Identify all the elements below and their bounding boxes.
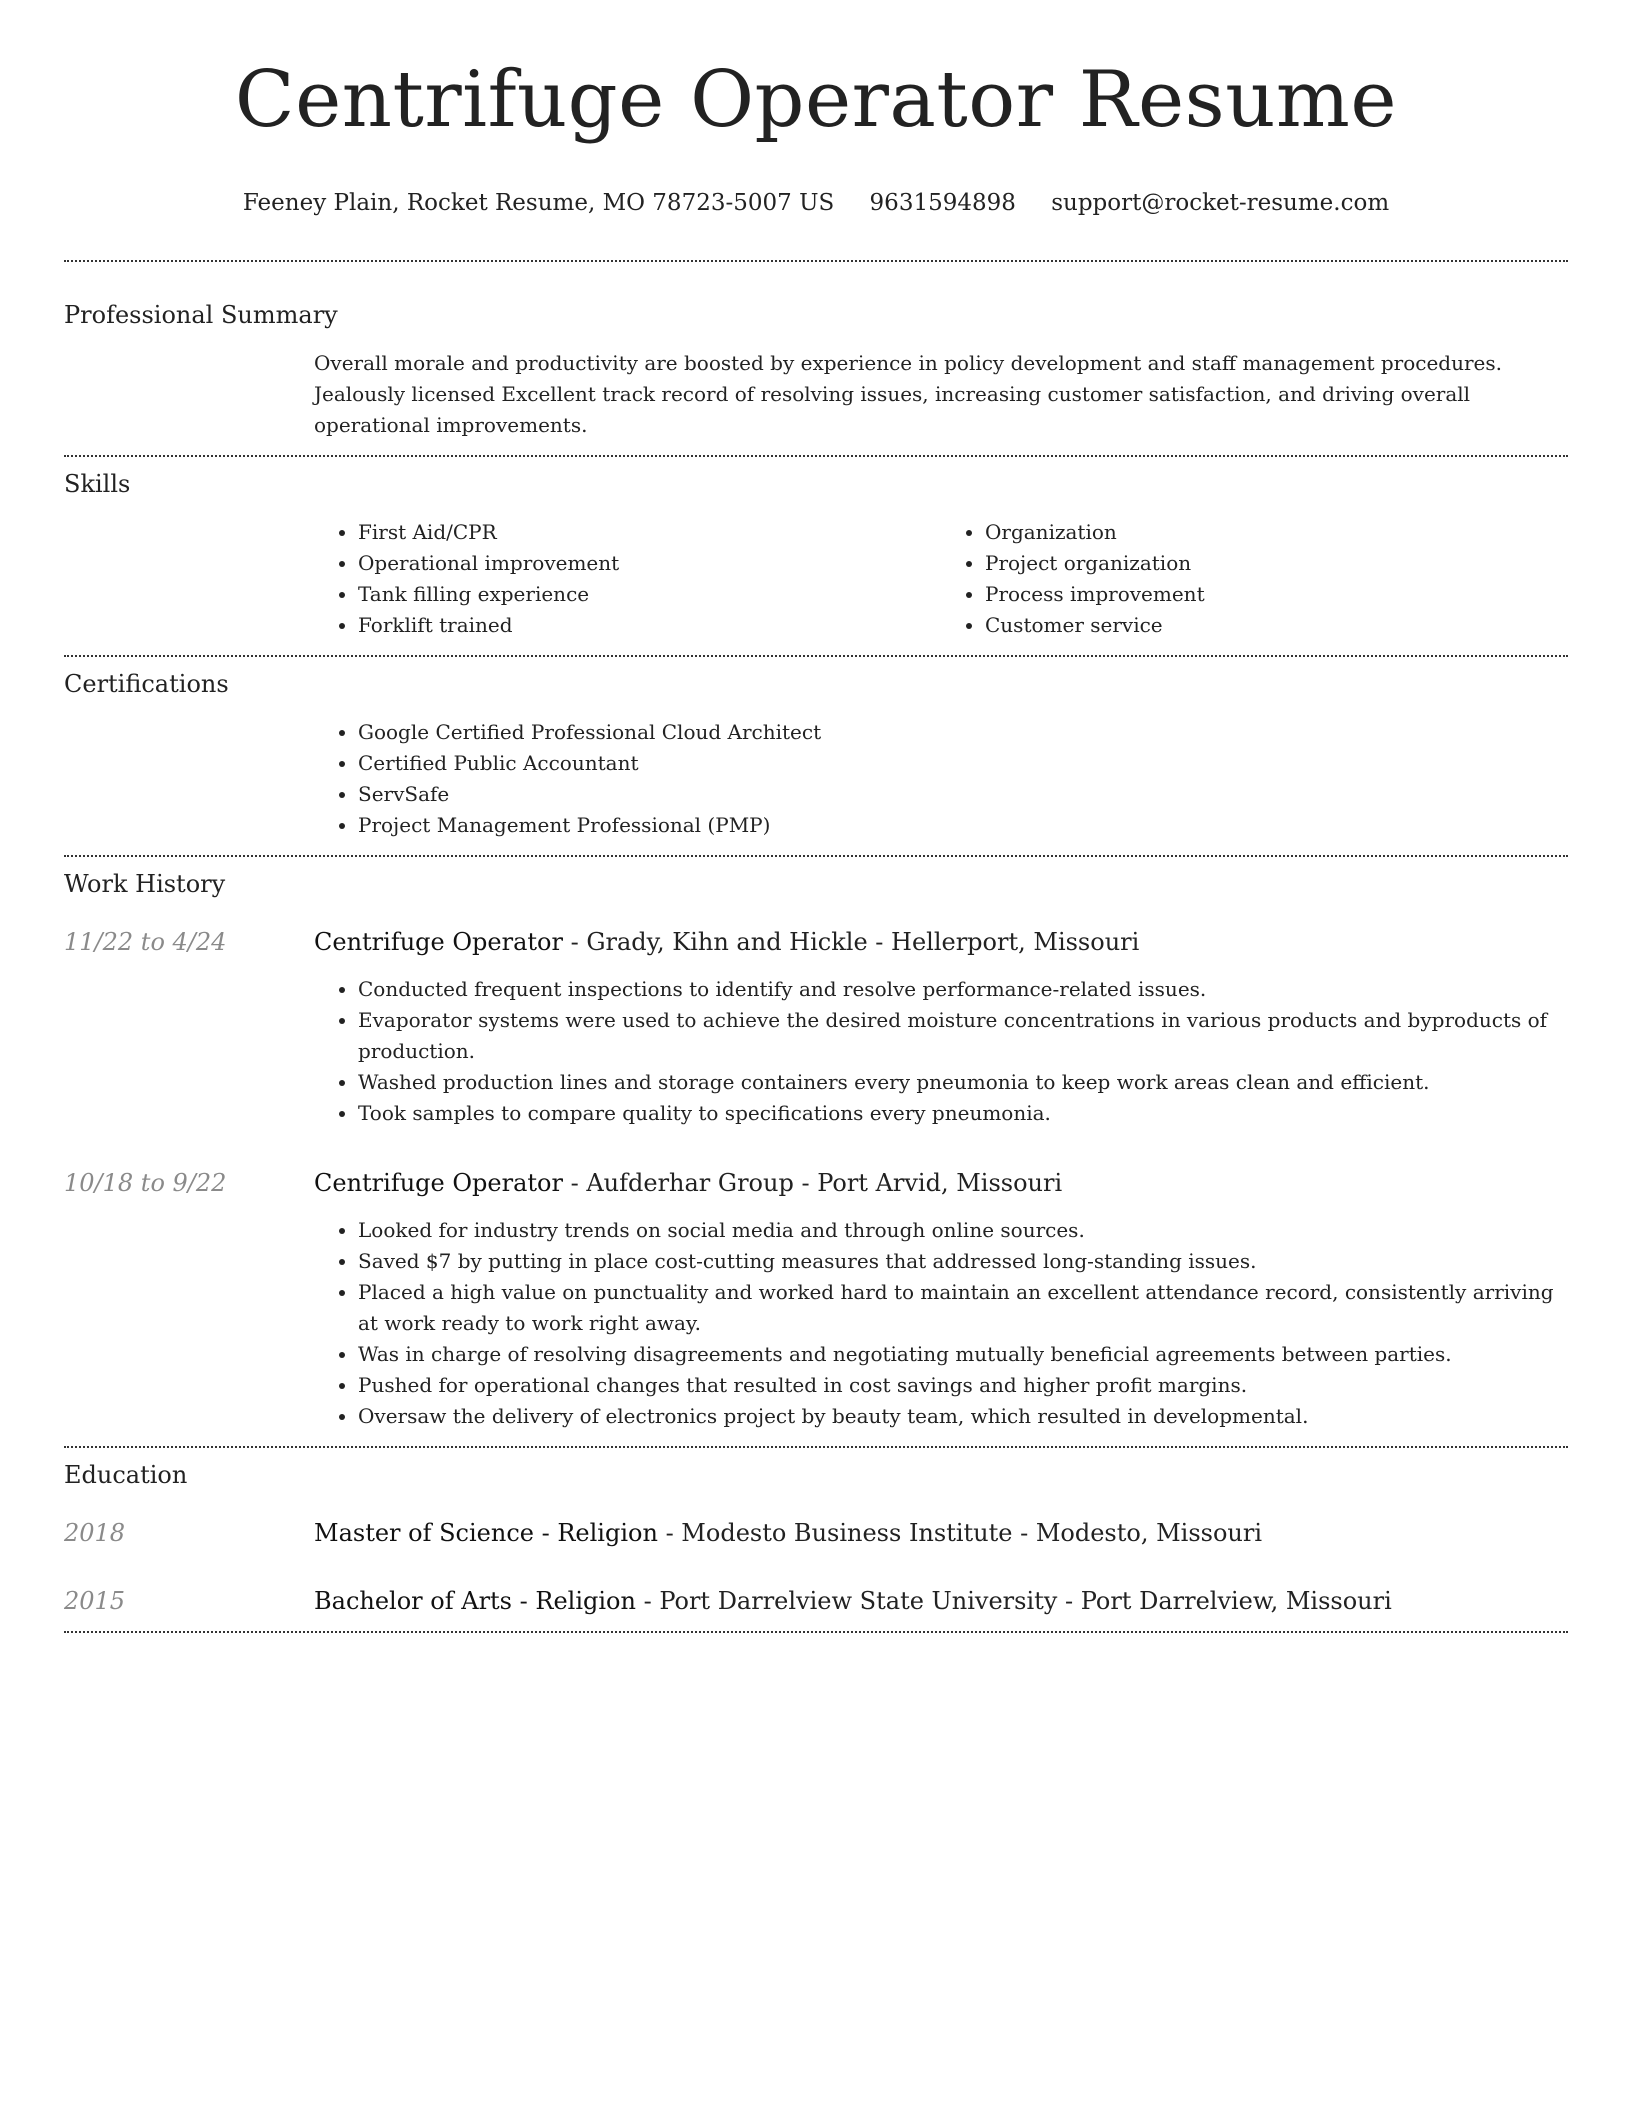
job-bullets-wrap (314, 1215, 1568, 1432)
contact-address: Feeney Plain, Rocket Resume, MO 78723-5007 US (242, 190, 835, 216)
education-entry (64, 1585, 1568, 1617)
job-details: - Grady, Kihn and Hickle - Hellerport, Missouri (570, 928, 1140, 956)
list-item: • Project Management Professional (PMP) (358, 810, 1568, 841)
skills-list-right (941, 517, 1568, 641)
job-title-line (314, 926, 1139, 958)
job-title: Centrifuge Operator (314, 1169, 563, 1197)
job-details: - Aufderhar Group - Port Arvid, Missouri (570, 1169, 1063, 1197)
list-item: • Organization (985, 517, 1568, 548)
education-details: - Port Darrelview State University - Port Darrelview, Missouri (643, 1587, 1392, 1615)
list-item: • Oversaw the delivery of electronics project by beauty team, which resulted in developmental. (358, 1401, 1568, 1432)
education-line (314, 1517, 1262, 1549)
list-item: • Process improvement (985, 579, 1568, 610)
summary-section (64, 262, 1568, 455)
job-dates: 11/22 to 4/24 (64, 928, 227, 956)
skills-section (64, 457, 1568, 655)
certifications-list (314, 717, 1568, 841)
education-year: 2015 (64, 1587, 126, 1615)
education-entry (64, 1517, 1568, 1549)
list-item: • Conducted frequent inspections to identify and resolve performance-related issues. (358, 974, 1568, 1005)
list-item: • Looked for industry trends on social media and through online sources. (358, 1215, 1568, 1246)
resume-page (64, 0, 1568, 1633)
list-item: • First Aid/CPR (358, 517, 941, 548)
list-item: • ServSafe (358, 779, 1568, 810)
job-dates: 10/18 to 9/22 (64, 1169, 227, 1197)
list-item: • Washed production lines and storage containers every pneumonia to keep work areas clean and efficient. (358, 1067, 1568, 1098)
job-title-line (314, 1167, 1062, 1199)
list-item: • Pushed for operational changes that resulted in cost savings and higher profit margins. (358, 1370, 1568, 1401)
job-entry (64, 1167, 1568, 1432)
list-item: • Certified Public Accountant (358, 748, 1568, 779)
education-degree: Master of Science - Religion (314, 1519, 658, 1547)
list-item: • Placed a high value on punctuality and worked hard to maintain an excellent attendance record, consistently arriving at work ready to work right away. (358, 1277, 1568, 1339)
education-line (314, 1585, 1392, 1617)
job-bullets (314, 974, 1568, 1129)
certifications-section (64, 657, 1568, 855)
skills-list-left (314, 517, 941, 641)
section-heading-skills: Skills (64, 470, 131, 498)
contact-email: support@rocket-resume.com (1051, 190, 1390, 216)
job-title: Centrifuge Operator (314, 928, 563, 956)
skills-lists (314, 517, 1568, 641)
job-entry (64, 926, 1568, 1129)
list-item: • Google Certified Professional Cloud Architect (358, 717, 1568, 748)
list-item: • Took samples to compare quality to specifications every pneumonia. (358, 1098, 1568, 1129)
certifications-list-wrap (314, 717, 1568, 841)
section-heading-education: Education (64, 1461, 188, 1489)
section-heading-certifications: Certifications (64, 670, 229, 698)
education-degree: Bachelor of Arts - Religion (314, 1587, 636, 1615)
list-item: • Customer service (985, 610, 1568, 641)
list-item: • Was in charge of resolving disagreements and negotiating mutually beneficial agreements between parties. (358, 1339, 1568, 1370)
education-year: 2018 (64, 1519, 126, 1547)
list-item: • Saved $7 by putting in place cost-cutting measures that addressed long-standing issues. (358, 1246, 1568, 1277)
page-title: Centrifuge Operator Resume (234, 55, 1398, 145)
section-heading-summary: Professional Summary (64, 301, 338, 329)
contact-line (64, 188, 1568, 218)
job-header (64, 926, 1568, 958)
job-header (64, 1167, 1568, 1199)
job-bullets-wrap (314, 974, 1568, 1129)
work-section (64, 857, 1568, 1446)
list-item: • Project organization (985, 548, 1568, 579)
contact-phone: 9631594898 (869, 190, 1016, 216)
list-item: • Evaporator systems were used to achieve the desired moisture concentrations in various products and byproducts of production. (358, 1005, 1568, 1067)
summary-text: Overall morale and productivity are boosted by experience in policy development and staff management procedures. Jealously licensed Excellent track record of resolving issues, increasing customer satisfaction, and driving overall operational improvements. (314, 351, 1502, 437)
list-item: • Tank filling experience (358, 579, 941, 610)
list-item: • Operational improvement (358, 548, 941, 579)
education-details: - Modesto Business Institute - Modesto, Missouri (665, 1519, 1263, 1547)
list-item: • Forklift trained (358, 610, 941, 641)
job-bullets (314, 1215, 1568, 1432)
section-heading-work: Work History (64, 870, 226, 898)
section-divider (64, 1631, 1568, 1633)
education-section (64, 1448, 1568, 1631)
